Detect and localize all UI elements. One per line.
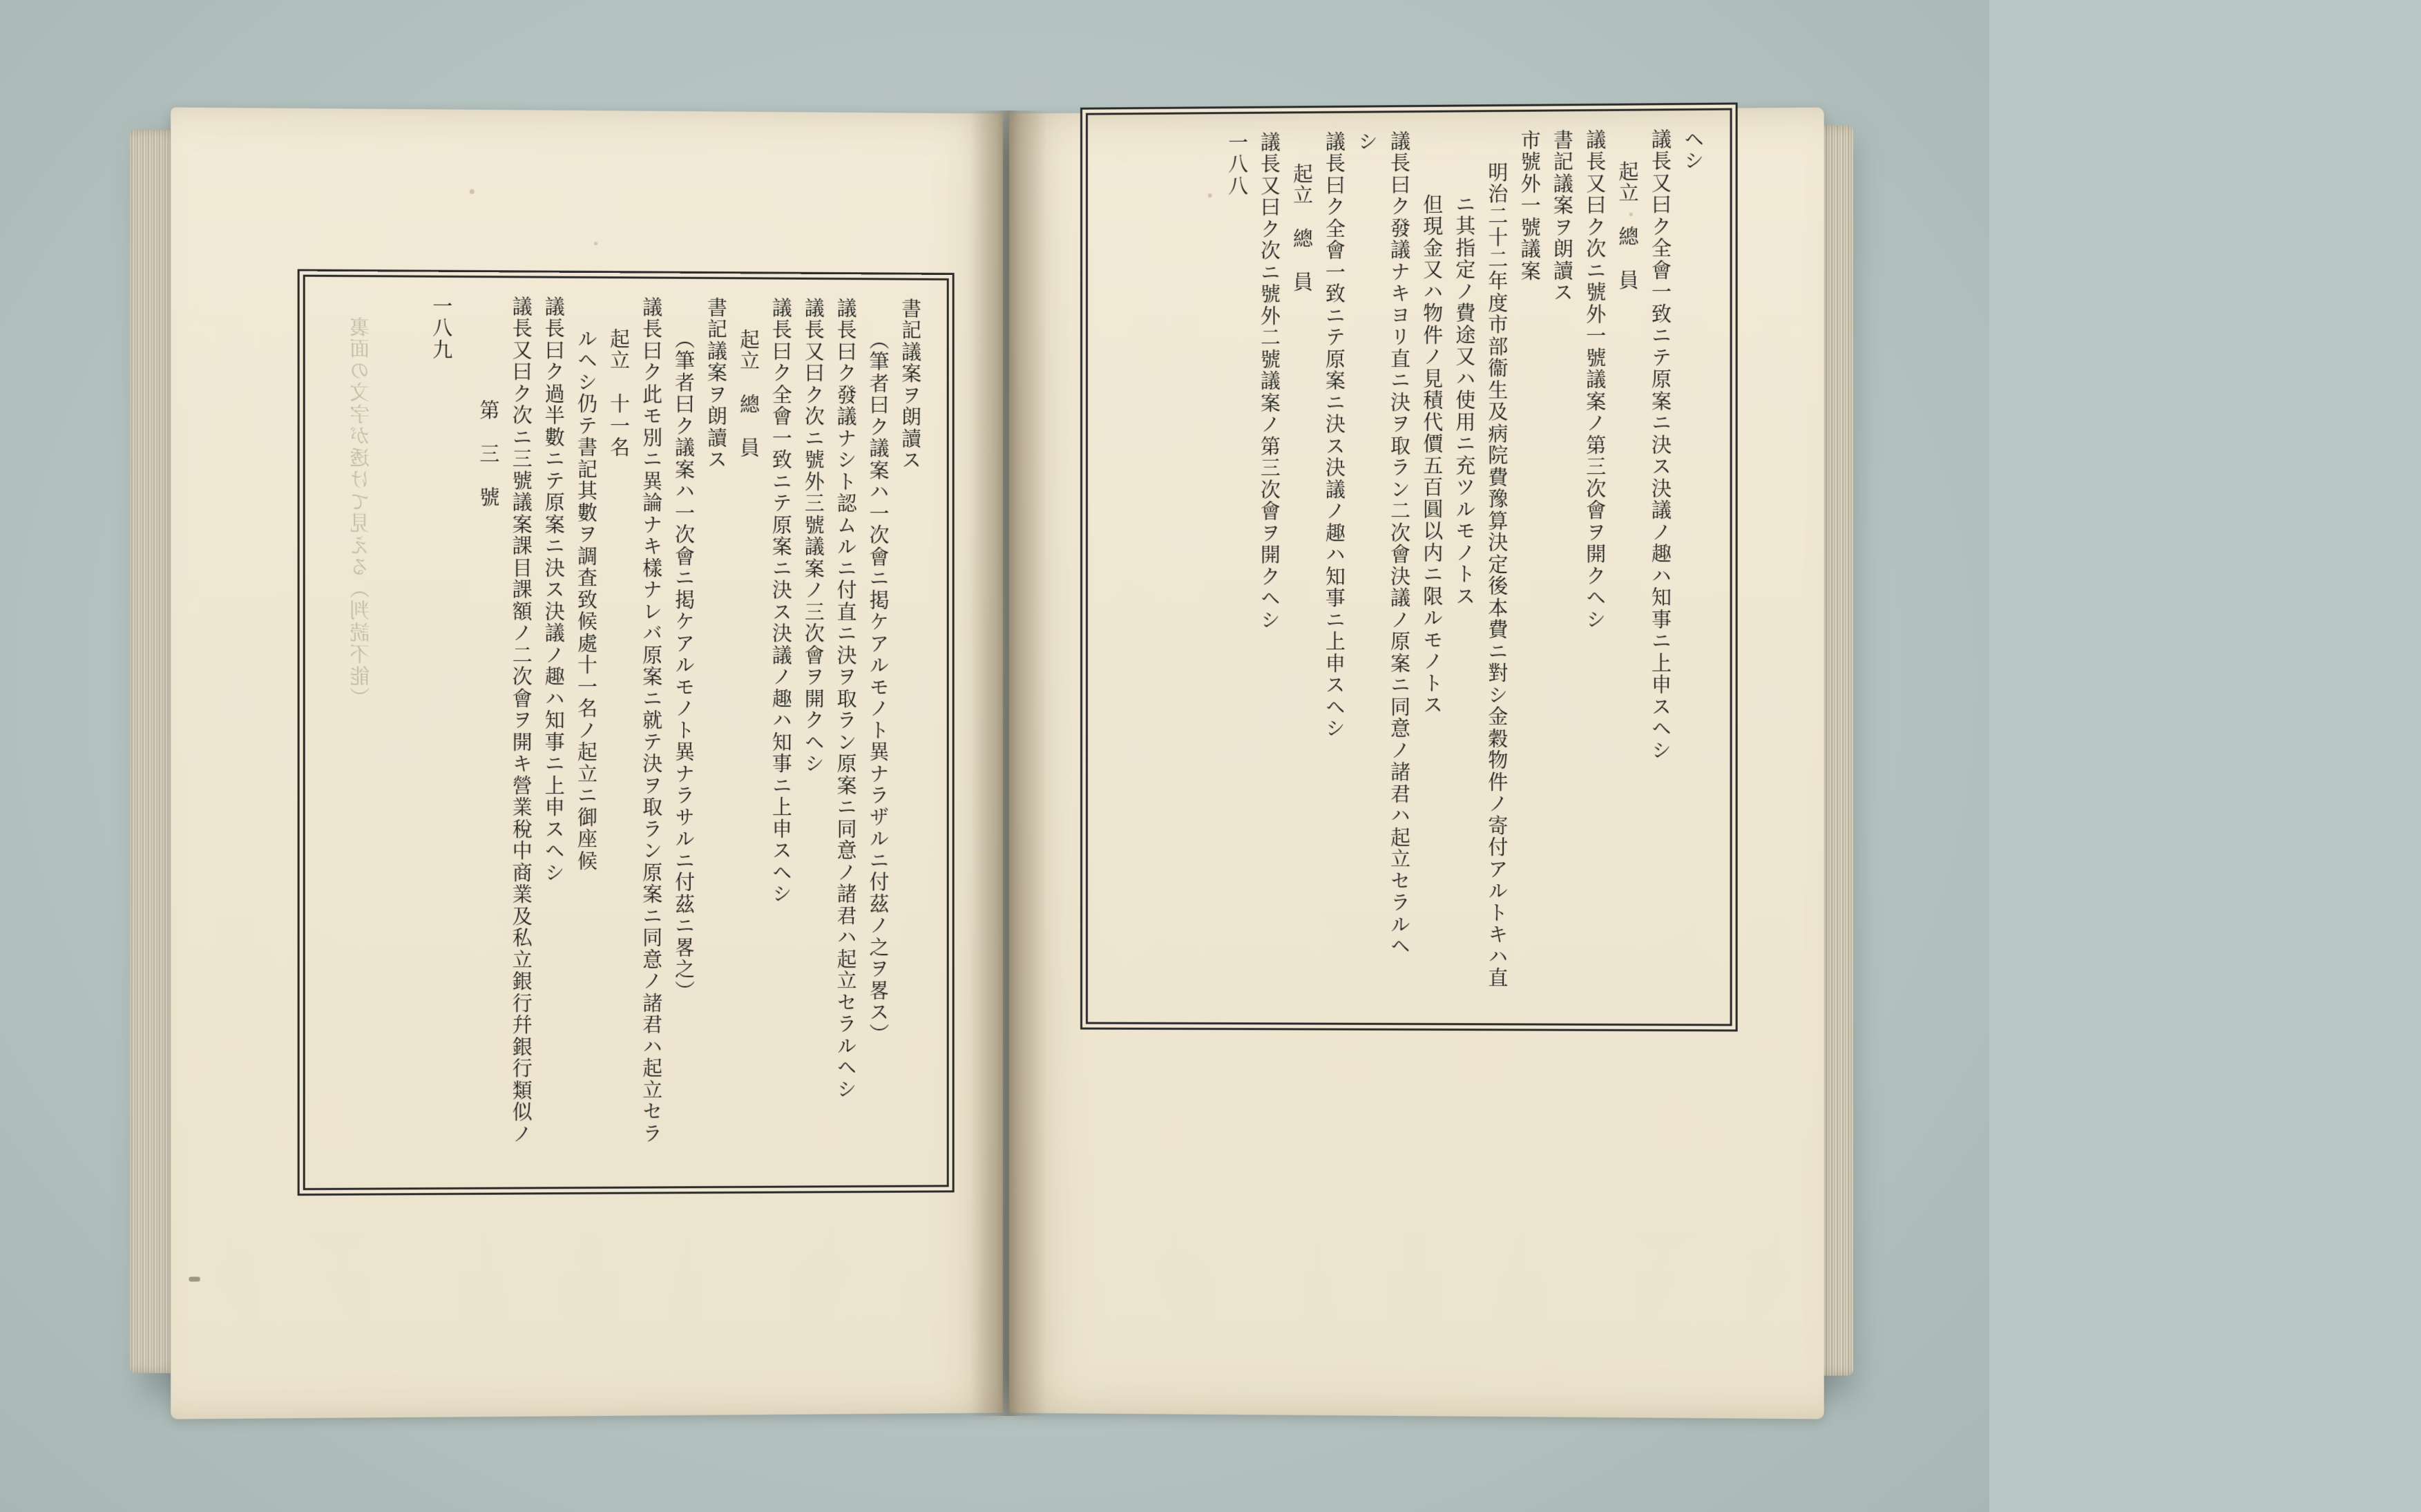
text-column: 議長曰ク發議ナキヨリ直ニ決ヲ取ラン二次會決議ノ原案ニ同意ノ諸君ハ起立セラルヘ	[1388, 131, 1412, 957]
page-number: 一八九	[430, 295, 454, 361]
annotation-standing-vote-count: 起立 十一名	[607, 328, 631, 459]
text-column: （筆者曰ク議案ハ一次會ニ掲ケアルモノト異ナラサルニ付茲ニ畧之）	[672, 328, 696, 1003]
left-page-text-frame	[303, 275, 949, 1190]
text-column: 書記議案ヲ朗讀ス	[899, 298, 923, 472]
bill-heading: 市號外一號議案	[1518, 129, 1542, 283]
text-column: （筆者曰ク議案ハ一次會ニ掲ケアルモノト異ナラザルニ付茲ノ之ヲ畧ス）	[866, 329, 890, 1046]
right-page-text-frame	[1086, 108, 1732, 1026]
text-column: 議長曰ク過半數ニテ原案ニ決ス決議ノ趣ハ知事ニ上申スヘシ	[542, 296, 566, 884]
text-column: 議長又曰ク次ニ三號議案課目課額ノ二次會ヲ開キ營業稅中商業及私立銀行幷銀行類似ノ	[509, 296, 533, 1146]
paper-speckle	[594, 242, 597, 245]
left-page-columns	[326, 295, 926, 1170]
text-column: 議長又曰ク次ニ號外二號議案ノ第三次會ヲ開クヘシ	[1258, 131, 1281, 631]
text-column: 議長又曰ク全會一致ニテ原案ニ決ス決議ノ趣ハ知事ニ上申スヘシ	[1648, 128, 1672, 762]
page-edge-mark	[189, 1276, 200, 1281]
bleed-col: 裏面の文字が透けて見える（判読不能）	[2002, 307, 2027, 702]
text-column: 書記議案ヲ朗讀ス	[1550, 129, 1574, 304]
paper-speckle	[470, 189, 475, 194]
right-page-columns	[1109, 128, 1710, 1006]
text-column: 議長曰ク全會一致ニテ原案ニ決ス決議ノ趣ハ知事ニ上申スヘシ	[1322, 131, 1346, 740]
text-column: 議長曰ク此モ別ニ異論ナキ樣ナレバ原案ニ就テ決ヲ取ラン原案ニ同意ノ諸君ハ起立セラ	[640, 296, 664, 1145]
text-column: 議長曰ク全會一致ニテ原案ニ決ス決議ノ趣ハ知事ニ上申スヘシ	[769, 297, 793, 906]
text-column: ルヘシ仍テ書記其數ヲ調査致候處十一名ノ起立ニ御座候	[574, 327, 598, 872]
right-page-bleed-through	[1999, 305, 2421, 1144]
section-label: 第 三 號	[477, 399, 501, 509]
open-book	[124, 111, 2027, 1416]
text-column: 明治二十二年度市部衞生及病院費豫算決定後本費ニ對シ金穀物件ノ寄付アルトキハ直	[1485, 162, 1509, 990]
page-number: 一八八	[1225, 131, 1249, 198]
annotation-standing-vote-total: 起立 總 員	[1616, 160, 1640, 292]
text-column: 議長又曰ク次ニ號外一號議案ノ第三次會ヲ開クヘシ	[1583, 128, 1607, 631]
annotation-standing-vote-total: 起立 總 員	[737, 329, 760, 459]
text-column: 議長曰ク發議ナシト認ムルニ付直ニ決ヲ取ラン原案ニ同意ノ諸君ハ起立セラルヘシ	[834, 297, 858, 1101]
right-page	[1009, 107, 2027, 1419]
text-column: シ	[1355, 131, 1379, 153]
text-column: ニ其指定ノ費途又ハ使用ニ充ツルモノトス	[1453, 193, 1477, 608]
text-column: ヘシ	[1681, 128, 1705, 173]
text-column: 書記議案ヲ朗讀ス	[705, 296, 728, 471]
text-column: 議長又曰ク次ニ號外三號議案ノ三次會ヲ開クヘシ	[801, 297, 825, 775]
bleed-col: 裏面の文字が透けて見える（判読不能）	[349, 316, 373, 709]
annotation-standing-vote-total: 起立 總 員	[1290, 163, 1314, 294]
text-column: 但現金又ハ物件ノ見積代價五百圓以内ニ限ルモノトス	[1420, 193, 1444, 716]
left-page	[171, 107, 1003, 1419]
